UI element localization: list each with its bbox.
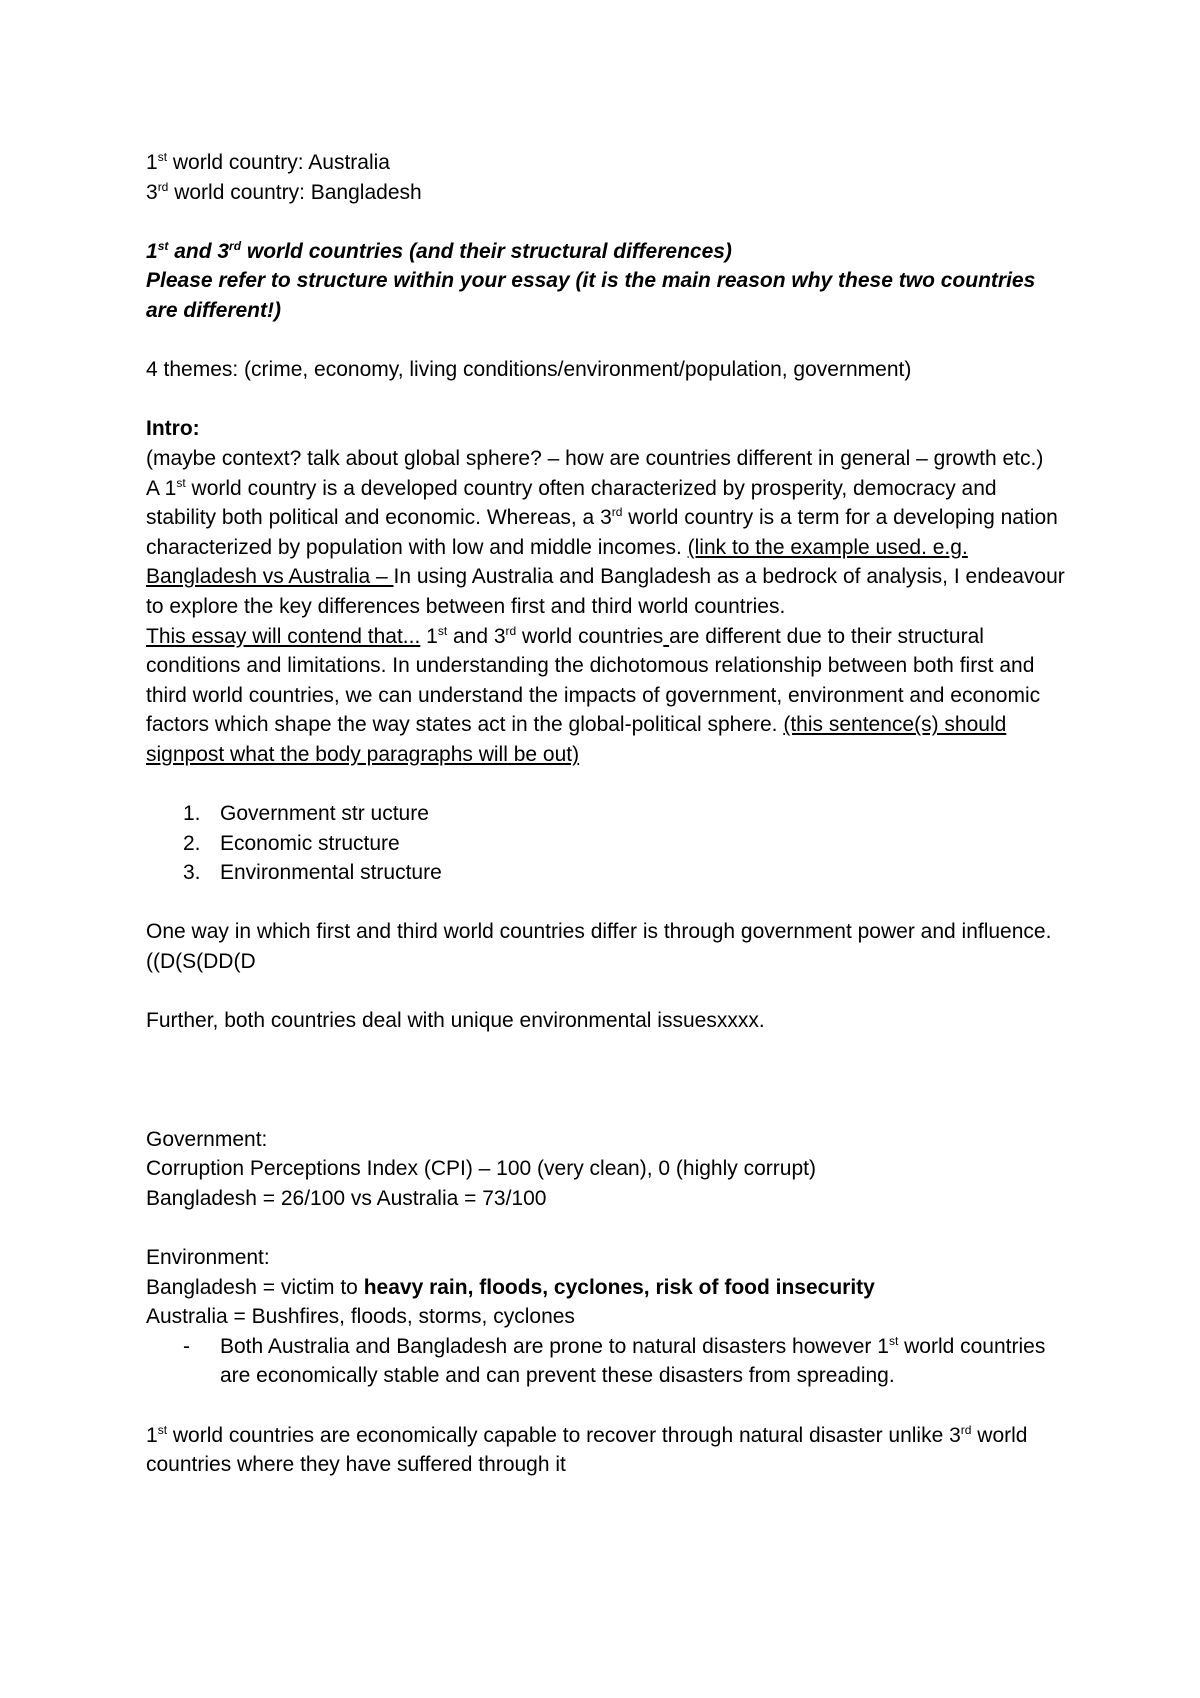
text-fragment: are different due to their structural conditions and limitations. In understanding the dichotomous relationship between both first and third world countries, we can understand the impacts of government, environment and economic factors which shape the way states act in the global-political sphere. [146,624,1041,737]
text-fragment: world countries where they have suffered through it [146,1423,1028,1477]
spacer [146,888,1066,918]
superscript: st [888,1333,899,1348]
first-world-line [146,148,1066,178]
list-text: Environmental structure [220,861,442,885]
list-text: Economic structure [220,831,400,855]
cpi-line: Corruption Perceptions Index (CPI) – 100 (very clean), 0 (highly corrupt) [146,1157,816,1181]
third-world-line [146,178,1066,208]
superscript: rd [960,1422,972,1437]
env-dash-list [146,1332,1066,1391]
spacer [146,977,1066,1007]
text-fragment: 1 [146,1423,158,1447]
closing-paragraph [146,1421,1066,1480]
text-fragment: world country: Australia [167,151,390,174]
australia-env-line: Australia = Bushfires, floods, storms, cyclones [146,1305,575,1329]
text-fragment: 1 [146,151,158,174]
text-fragment: world countries [516,624,664,648]
government-paragraph: One way in which first and third world countries differ is through government power and influence. ((D(S(DD(D [146,920,1052,974]
text-fragment: Both Australia and Bangladesh are prone to natural disasters however 1 [220,1334,889,1358]
superscript: rd [229,238,242,253]
text-fragment: In using Australia and Bangladesh as a bedrock of analysis, I endeavour to explore the key differences between first and third world countries. [146,565,1065,618]
list-item [183,858,1066,888]
bangladesh-env-line [146,1273,1066,1303]
spacer [146,326,1066,356]
list-number: 3. [183,861,201,885]
superscript: rd [157,179,169,194]
heading-instruction: Please refer to structure within your essay (it is the main reason why these two countries are different!) [146,269,1036,322]
bold-text: heavy rain, floods, cyclones, risk of food insecurity [363,1275,875,1299]
text-fragment: 1 [420,624,438,648]
list-number: 2. [183,831,201,855]
underlined-note: (link to the example used. e.g. Bangladesh vs Australia – [146,535,968,589]
superscript: rd [505,623,517,638]
spacer [146,769,1066,799]
underlined-note: (this sentence(s) should signpost what the body paragraphs will be out) [146,713,1007,766]
intro-paragraph-1 [146,474,1066,622]
list-number: 1. [183,802,201,826]
text-fragment: and 3 [168,239,230,263]
spacer [146,1036,1066,1125]
text-fragment: A 1 [146,476,177,500]
text-fragment: world country: Bangladesh [168,180,422,204]
text-fragment: world countries (and their structural differences) [241,239,732,263]
heading-title [146,237,1066,267]
government-title: Government: [146,1127,268,1151]
spacer [146,1213,1066,1243]
text-fragment: world countries are economically capable to recover through natural disaster unlike 3 [167,1423,961,1447]
superscript: st [157,1422,168,1437]
list-item [183,829,1066,859]
list-text: Government str ucture [220,802,429,826]
text-fragment: 3 [146,180,158,204]
text-fragment: world countries are economically stable and can prevent these disasters from spreading. [220,1334,1046,1388]
text-fragment: world country is a developed country often characterized by prosperity, democracy and stability both political and economic. Whereas, a 3 [146,476,997,530]
superscript: st [176,475,186,490]
intro-title: Intro: [146,417,200,441]
intro-note: (maybe context? talk about global sphere? – how are countries different in general – growth etc.) [146,446,1044,470]
superscript: st [157,150,168,164]
text-fragment: 1 [146,239,158,263]
list-item [183,1332,1066,1391]
spacer [146,1391,1066,1421]
dash-bullet: - [183,1334,190,1358]
spacer [146,385,1066,415]
spacer [146,207,1066,237]
cpi-comparison: Bangladesh = 26/100 vs Australia = 73/100 [146,1186,547,1210]
underlined-note: This essay will contend that... [146,624,421,648]
environment-paragraph: Further, both countries deal with unique environmental issuesxxxx. [146,1009,765,1033]
list-item [183,799,1066,829]
structure-list [146,799,1066,888]
superscript: st [157,238,169,253]
text-fragment: world country is a term for a developing nation characterized by population with low and middle incomes. [146,506,1058,559]
text-fragment: and 3 [447,624,506,648]
intro-paragraph-2 [146,622,1066,770]
superscript: rd [611,505,623,520]
text-fragment: Bangladesh = victim to [146,1275,364,1299]
environment-title: Environment: [146,1245,270,1269]
document-body [146,148,1066,1480]
themes-line: 4 themes: (crime, economy, living conditions/environment/population, government) [146,358,912,382]
superscript: st [437,623,448,638]
